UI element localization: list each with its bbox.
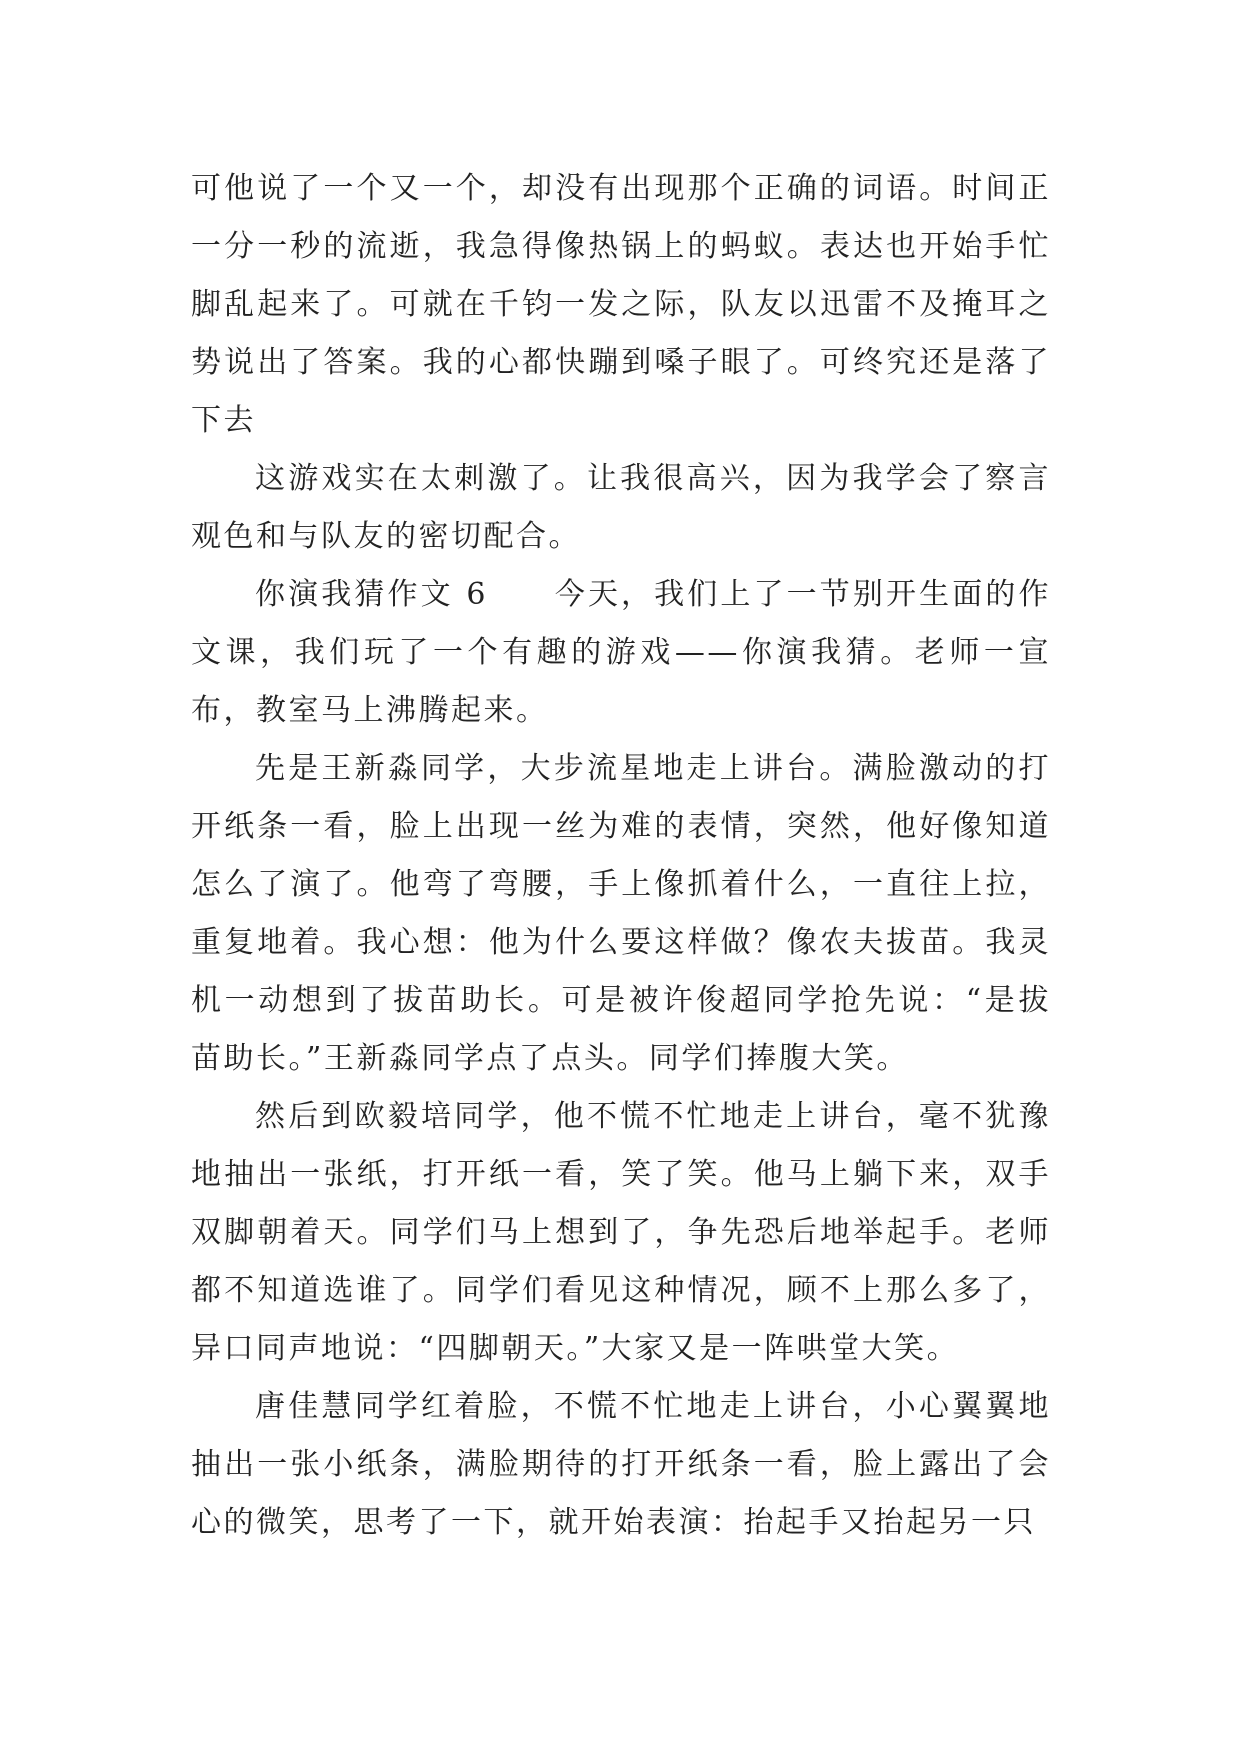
paragraph-4: 先是王新淼同学，大步流星地走上讲台。满脸激动的打开纸条一看，脸上出现一丝为难的表情，突然，他好像知道怎么了演了。他弯了弯腰，手上像抓着什么，一直往上拉，重复地着。我心想：他为什么要这样做？像农夫拔苗。我灵机一动想到了拔苗助长。可是被许俊超同学抢先说：“是拔苗助长。”王新淼同学点了点头。同学们捧腹大笑。 (191, 751, 1051, 1076)
paragraph-6: 唐佳慧同学红着脸，不慌不忙地走上讲台，小心翼翼地抽出一张小纸条，满脸期待的打开纸条一看，脸上露出了会心的微笑，思考了一下，就开始表演：抬起手又抬起另一只 (191, 1389, 1051, 1540)
paragraph-5: 然后到欧毅培同学，他不慌不忙地走上讲台，毫不犹豫地抽出一张纸，打开纸一看，笑了笑。他马上躺下来，双手双脚朝着天。同学们马上想到了，争先恐后地举起手。老师都不知道选谁了。同学们看见这种情况，顾不上那么多了，异口同声地说：“四脚朝天。”大家又是一阵哄堂大笑。 (191, 1099, 1051, 1366)
paragraph-2: 这游戏实在太刺激了。让我很高兴，因为我学会了察言观色和与队友的密切配合。 (191, 461, 1051, 554)
document-body (191, 160, 1051, 1552)
paragraph-3: 你演我猜作文 6 今天，我们上了一节别开生面的作文课，我们玩了一个有趣的游戏——你演我猜。老师一宣布，教室马上沸腾起来。 (191, 577, 1051, 728)
paragraph-1: 可他说了一个又一个，却没有出现那个正确的词语。时间正一分一秒的流逝，我急得像热锅上的蚂蚁。表达也开始手忙脚乱起来了。可就在千钧一发之际，队友以迅雷不及掩耳之势说出了答案。我的心都快蹦到嗓子眼了。可终究还是落了下去 (191, 171, 1051, 438)
